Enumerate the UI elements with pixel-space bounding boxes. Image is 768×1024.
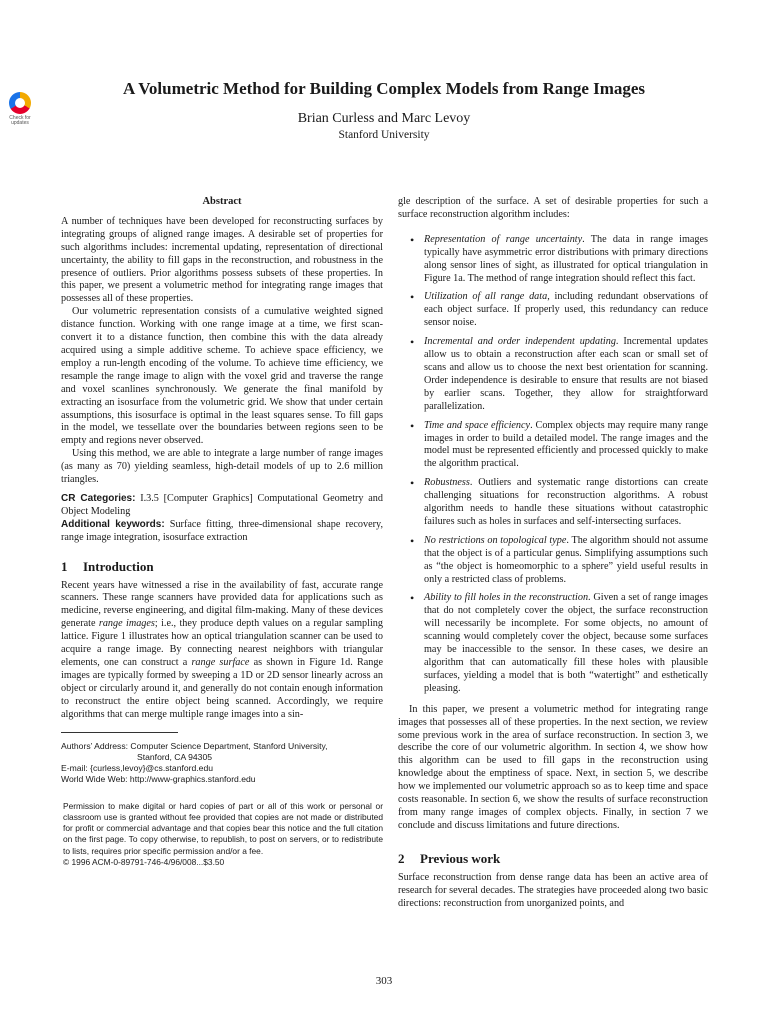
property-text: . The algorithm should not assume that the object is of a particular genus. Simplifying assumptions such as “the object is homeomorphic to a sphere” yield useful results in only a restricted class of problems. — [424, 534, 709, 585]
crossmark-icon — [9, 92, 31, 114]
cr-categories-label: CR Categories: — [61, 492, 136, 504]
property-title: Representation of range uncertainty — [424, 233, 583, 245]
intro-paragraph-2: In this paper, we present a volumetric method for integrating range images that possesses all of these properties. In the next section, we review some previous work in the area of surface reconstruction. In section 3, we describe the core of our volumetric algorithm. In section 4, we show how this algorithm can be used to fill gaps in the reconstruction using knowledge about the emptiness of space. Next, in section 5, we describe how we implemented our volumetric approach so as to keep time and space costs reasonable. In section 6, we show the results of surface reconstruction from many range images of complex objects. Finally, in section 7 we conclude and discuss limitations and future directions. — [398, 703, 708, 831]
intro-paragraph-continued: gle description of the surface. A set of desirable properties for such a surface reconstruction algorithm includes: — [398, 196, 708, 220]
abstract-paragraph-3: Using this method, we are able to integrate a large number of range images (as many as 70) yielding seamless, high-detail models of up to 2.6 million triangles. — [61, 448, 383, 486]
permission-notice — [61, 801, 383, 869]
property-item — [398, 420, 708, 472]
desirable-properties-list — [398, 234, 708, 696]
property-text: . Outliers and systematic range distortions can create challenging situations for reconstruction algorithms. A robust algorithm needs to handle these situations without catastrophic failures such as holes in surfaces and self-intersecting surfaces. — [424, 477, 708, 527]
section-number: 1 — [61, 558, 68, 574]
permission-text: Permission to make digital or hard copies of part or all of this work or personal or classroom use is granted without fee provided that copies are not made or distributed for profit or commercial advantage and that copies bear this notice and the full citation on the first page. To copy otherwise, to republish, to post on servers, or to redistribute to lists, requires prior specific permission and/or a fee. — [63, 800, 383, 856]
footnote-line: Stanford, CA 94305 — [137, 751, 213, 762]
property-item — [398, 477, 708, 529]
section-heading-previous-work — [398, 851, 708, 866]
intro-text-a: Recent years have witnessed a rise in the availability of fast, accurate range scanners. These range scanners have provided data for applications such as medicine, reverse engineering, and digital film-making. Many of these devices generate — [61, 579, 383, 630]
footnote-web: World Wide Web: http://www-graphics.stanford.edu — [61, 773, 256, 784]
previous-work-paragraph-1: Surface reconstruction from dense range data has been an active area of research for several decades. The strategies have proceeded along two basic directions: reconstruction from unorganized points, and — [398, 871, 708, 909]
left-column — [61, 196, 383, 868]
property-title: Utilization of all range data — [424, 291, 548, 303]
property-text: . Given a set of range images that do not completely cover the object, the surface reconstruction will necessarily be incomplete. For some objects, no amount of scanning would completely cover the object, because some surfaces may be inaccessible to the sensor. In these cases, we desire an algorithm that can automatically fill these holes with plausible surfaces, yielding a model that is both “watertight” and esthetically pleasing. — [424, 592, 709, 694]
paper-affiliation: Stanford University — [338, 129, 430, 141]
section-number: 2 — [398, 850, 405, 866]
abstract-paragraph-1: A number of techniques have been developed for reconstructing surfaces by integrating groups of aligned range images. A desirable set of properties for such algorithms includes: incremental updating, representation of directional uncertainty, the ability to fill gaps in the reconstruction, and robustness in the presence of outliers. Prior algorithms possess subsets of these properties. In this paper, we present a volumetric method for integrating range images that possesses all of these properties. — [61, 215, 383, 305]
intro-emphasis-range-surface: range surface — [191, 657, 250, 668]
right-column — [398, 196, 708, 911]
property-title: Robustness — [424, 477, 470, 489]
property-text: . The data in range images typically have asymmetric error distributions with primary directions along sensor lines of sight, as illustrated for optical triangulation in Figure 1a. The method of range integration should reflect this fact. — [424, 233, 708, 284]
footnote-email: E-mail: {curless,levoy}@cs.stanford.edu — [61, 762, 214, 773]
badge-label: Check for updates — [9, 115, 31, 126]
property-text: . Incremental updates allow us to obtain a reconstruction after each scan or small set of scans and allow us to choose the next best orientation for scanning. Order independence is desirable to ensure that results are not biased by earlier scans. Together, they allow for straightforward parallelization. — [424, 336, 708, 412]
additional-keywords — [61, 519, 383, 545]
property-text: , including redundant observations of each object surface. If properly used, this redundancy can reduce sensor noise. — [424, 291, 708, 329]
section-title: Introduction — [83, 558, 154, 574]
check-for-updates-badge[interactable] — [4, 92, 36, 126]
intro-text-b: ; i.e., they produce depth values on a regular sampling lattice. Figure 1 illustrates how an optical triangulation scanner can be used to acquire a range image. By connecting nearest neighbors with triangular elements, one can construct a — [61, 618, 383, 668]
paper-title: A Volumetric Method for Building Complex Models from Range Images — [122, 79, 646, 98]
intro-paragraph-1 — [61, 580, 383, 722]
authors-footnote — [61, 741, 383, 785]
property-item — [398, 291, 708, 330]
property-text: . Complex objects may require many range images in order to build a detailed model. The range images and the model must be represented efficiently and processed quickly to make the algorithm practical. — [424, 419, 708, 470]
abstract-heading: Abstract — [202, 196, 242, 207]
footnote-divider — [61, 732, 178, 733]
property-item — [398, 592, 708, 695]
property-item — [398, 336, 708, 413]
property-title: No restrictions on topological type — [424, 534, 567, 546]
intro-emphasis-range-images: range images — [98, 618, 155, 630]
keywords-label: Additional keywords: — [61, 518, 165, 530]
cr-categories-text: I.3.5 [Computer Graphics] Computational Geometry and Object Modeling — [61, 492, 383, 517]
paper-authors: Brian Curless and Marc Levoy — [297, 111, 471, 126]
copyright-line: © 1996 ACM-0-89791-746-4/96/008...$3.50 — [63, 857, 225, 868]
footnote-line: Authors’ Address: Computer Science Department, Stanford University, — [61, 740, 328, 751]
section-heading-introduction — [61, 559, 383, 574]
keywords-text: Surface fitting, three-dimensional shape recovery, range image integration, isosurface extraction — [61, 518, 384, 543]
page-number: 303 — [375, 975, 393, 987]
property-title: Time and space efficiency — [424, 419, 531, 431]
property-title: Incremental and order independent updating — [424, 336, 616, 348]
property-item — [398, 234, 708, 286]
abstract-paragraph-2: Our volumetric representation consists of a cumulative weighted signed distance function. Working with one range image at a time, we first scan-convert it to a distance function, then combine this with the data already acquired using a simple additive scheme. To achieve space efficiency, we employ a run-length encoding of the volume. To achieve time efficiency, we resample the range image to align with the voxel grid and traverse the range and voxel scanlines synchronously. We generate the final manifold by extracting an isosurface from the volumetric grid. We show that under certain assumptions, this isosurface is optimal in the least squares sense. To fill gaps in the model, we tessellate over the boundaries between regions seen to be empty and regions never observed. — [61, 306, 383, 447]
section-title: Previous work — [420, 850, 501, 866]
property-item — [398, 535, 708, 587]
property-title: Ability to fill holes in the reconstruction — [424, 592, 589, 604]
cr-categories — [61, 493, 383, 519]
intro-text-c: as shown in Figure 1d. Range images are typically formed by sweeping a 1D or 2D sensor linearly across an object or circularly around it, and generally do not contain enough information to reconstruct the entire object being scanned. Accordingly, we require algorithms that can merge multiple range images into a sin- — [61, 657, 384, 720]
paper-header — [60, 79, 708, 142]
